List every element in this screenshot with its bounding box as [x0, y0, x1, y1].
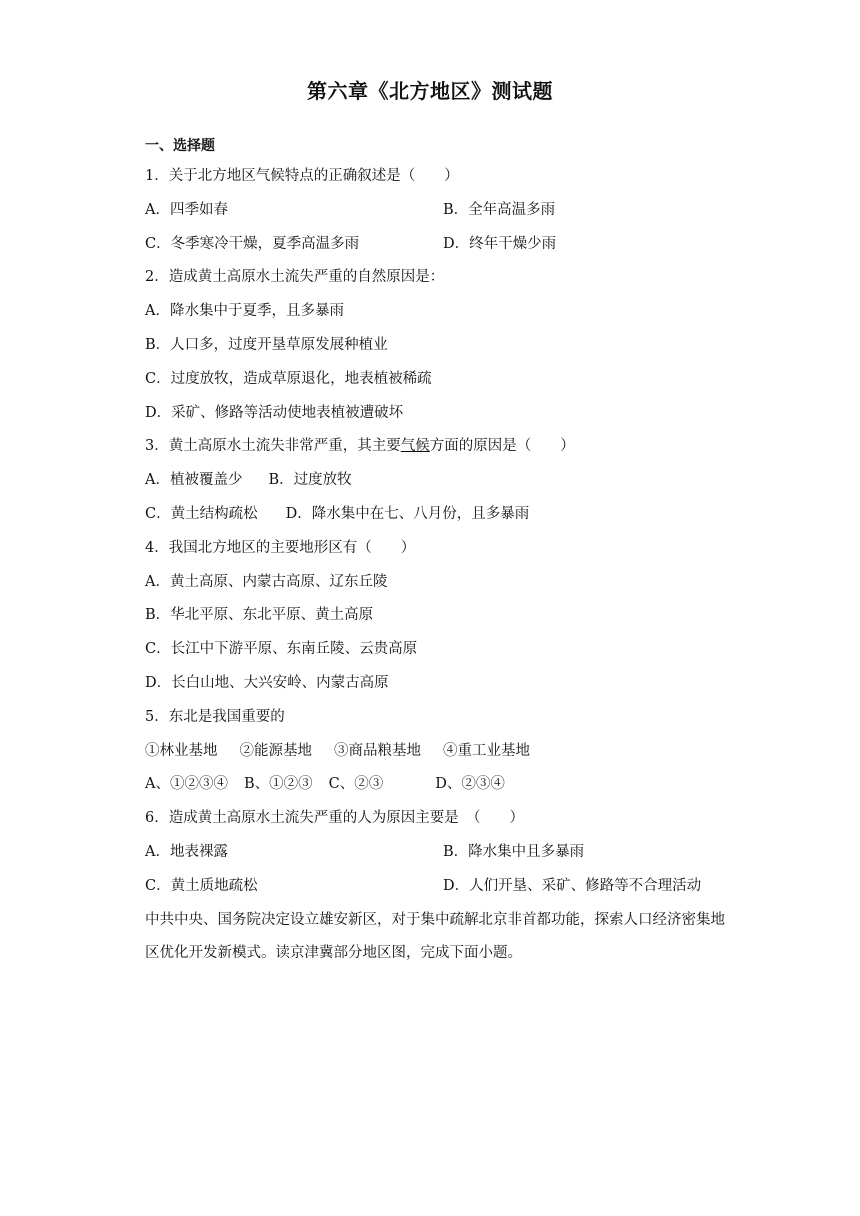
question-3-option-d: D．降水集中在七、八月份，且多暴雨 [285, 505, 530, 522]
question-2-option-b: B．人口多，过度开垦草原发展种植业 [145, 336, 388, 353]
question-5-option-d: D、②③④ [435, 776, 505, 793]
question-6-option-b: B．降水集中且多暴雨 [443, 843, 585, 860]
question-4-option-a: A．黄土高原、内蒙古高原、辽东丘陵 [145, 573, 388, 590]
question-3-options-row-2 [145, 498, 725, 532]
question-1-option-a: A．四季如春 [145, 201, 228, 218]
page-title: 第六章《北方地区》测试题 [307, 79, 553, 103]
question-4-option-c: C．长江中下游平原、东南丘陵、云贵高原 [145, 641, 418, 658]
question-6-option-a: A．地表裸露 [145, 843, 228, 860]
question-5-item: ②能源基地 [239, 742, 312, 759]
question-3-stem-underlined: 气候 [400, 438, 430, 455]
question-5-item: ①林业基地 [145, 742, 218, 759]
question-6-stem: 6．造成黄土高原水土流失严重的人为原因主要是 （ ） [145, 810, 524, 827]
question-3-stem-pre: 3．黄土高原水土流失非常严重，其主要 [145, 438, 401, 455]
question-5-stem: 5．东北是我国重要的 [145, 708, 285, 725]
question-1-option-b: B．全年高温多雨 [443, 201, 556, 218]
question-4-option-d: D．长白山地、大兴安岭、内蒙古高原 [145, 674, 389, 691]
question-1-options-row-1 [145, 194, 725, 228]
question-3-option-a: A．植被覆盖少 [145, 472, 243, 489]
question-4-stem: 4．我国北方地区的主要地形区有（ ） [145, 539, 416, 556]
question-2-option-d: D．采矿、修路等活动使地表植被遭破坏 [145, 404, 404, 421]
question-5-option-b: B、①②③ [243, 776, 313, 793]
question-1-options-row-2 [145, 228, 725, 262]
question-1-option-c: C．冬季寒冷干燥，夏季高温多雨 [145, 235, 360, 252]
question-4-option-b: B．华北平原、东北平原、黄土高原 [145, 607, 374, 624]
question-3-stem [145, 430, 725, 464]
document-body [145, 134, 725, 971]
question-6-options-row-1 [145, 836, 725, 870]
section-heading: 一、选择题 [145, 138, 215, 154]
question-5-items [145, 735, 725, 769]
reading-passage: 中共中央、国务院决定设立雄安新区，对于集中疏解北京非首都功能，探索人口经济密集地区优化开发新模式。读京津冀部分地区图，完成下面小题。 [145, 911, 725, 962]
question-2-stem: 2．造成黄土高原水土流失严重的自然原因是： [145, 269, 445, 286]
question-2-option-c: C．过度放牧，造成草原退化，地表植被稀疏 [145, 370, 432, 387]
question-6-option-c: C．黄土质地疏松 [145, 877, 258, 894]
question-5-item: ③商品粮基地 [334, 742, 421, 759]
question-6-options-row-2 [145, 870, 725, 904]
question-5-option-c: C、②③ [328, 776, 384, 793]
question-2-option-a: A．降水集中于夏季，且多暴雨 [145, 303, 344, 320]
question-3-stem-post: 方面的原因是（ ） [429, 438, 575, 455]
question-1-stem: 1．关于北方地区气候特点的正确叙述是（ ） [145, 168, 459, 184]
question-5-item: ④重工业基地 [443, 742, 530, 759]
question-6-option-d: D．人们开垦、采矿、修路等不合理活动 [443, 877, 702, 894]
question-5-options [145, 768, 725, 802]
question-3-options-row-1 [145, 464, 725, 498]
question-5-option-a: A、①②③④ [145, 776, 228, 793]
question-3-option-b: B．过度放牧 [268, 472, 352, 489]
question-1-option-d: D．终年干燥少雨 [443, 235, 557, 252]
question-3-option-c: C．黄土结构疏松 [145, 505, 258, 522]
